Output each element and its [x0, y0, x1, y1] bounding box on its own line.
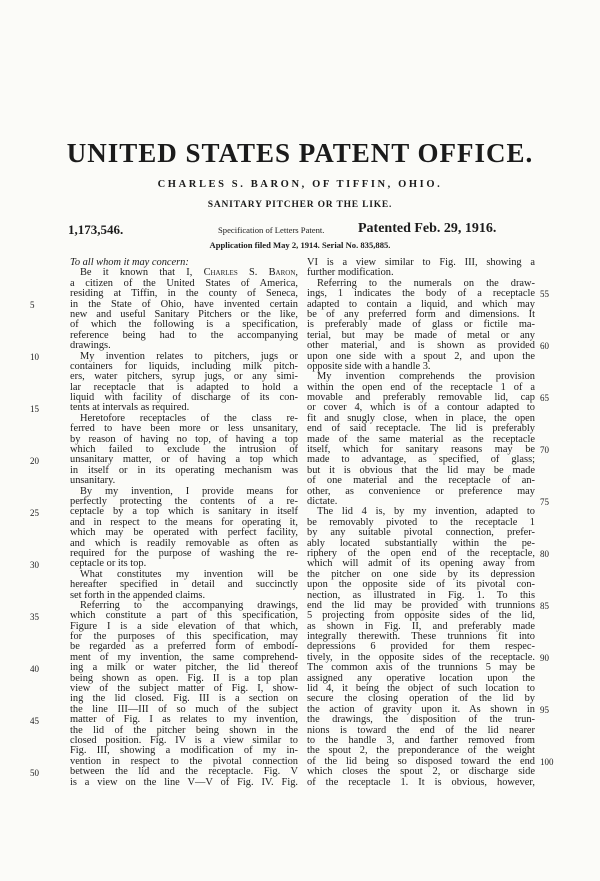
text-line: perfectly protecting the contents of a re- [70, 495, 298, 507]
text-line: by any suitable pivotal connection, prefer- [307, 527, 535, 539]
text-line: riphery of the open end of the receptacle, [307, 547, 535, 559]
text-line: dictate. [307, 495, 338, 507]
text-line: further modification. [307, 267, 394, 279]
text-line: nions is toward the end of the lid nearer [307, 724, 535, 736]
text-line: My invention comprehends the provision [317, 371, 535, 383]
text-line: drawings. [70, 340, 111, 352]
text-line: which failed to exclude the intrusion of [70, 444, 298, 456]
text-line: the lid of the pitcher being shown in the [70, 724, 298, 736]
text-line: Referring to the accompanying drawings, [80, 599, 298, 611]
text-line: liquid with facility of discharge of its con- [70, 392, 298, 404]
text-line: set forth in the appended claims. [70, 589, 206, 601]
line-number: 40 [30, 663, 39, 674]
line-number: 25 [30, 507, 39, 518]
text-line: tively, in the opposite sides of the receptacle. [307, 651, 535, 663]
text-line: Referring to the numerals on the draw- [317, 277, 535, 289]
text-line: Heretofore receptacles of the class re- [80, 412, 298, 424]
text-line: for the purposes of this specification, may [70, 631, 298, 643]
text-line: the line III—III of so much of the subject [70, 703, 298, 715]
text-line: between the lid and the receptacle. Fig. V [70, 766, 298, 778]
text-line: be of any preferred form and dimensions. It [307, 308, 535, 320]
text-line: opposite side with a handle 3. [307, 360, 431, 372]
text-line: ings, 1 indicates the body of a receptacle [307, 288, 535, 300]
text-line: upon the opposite side of its pivotal con- [307, 579, 535, 591]
line-number: 45 [30, 715, 39, 726]
text-line: fit and snugly close, when in place, the open [307, 412, 535, 424]
text-line: a citizen of the United States of America, [70, 277, 298, 289]
text-line: To all whom it may concern: [70, 257, 189, 268]
line-number: 65 [540, 393, 549, 404]
text-line: being shown as open. Fig. II is a top plan [70, 672, 298, 684]
text-line: vention in respect to the pivotal connection [70, 755, 298, 767]
text-line: other material, and is shown as provided [307, 340, 535, 352]
text-line: tents at intervals as required. [70, 402, 190, 414]
text-line: is preferably made of glass or fictile ma- [307, 319, 535, 331]
text-line: view of the subject matter of Fig. I, show- [70, 683, 298, 695]
line-number: 85 [540, 601, 549, 612]
line-number: 95 [540, 705, 549, 716]
text-line: which will admit of its opening away from [307, 558, 535, 570]
text-line: new and useful Sanitary Pitchers or the like, [70, 308, 298, 320]
text-line: movable and preferably removable lid, cap [307, 392, 535, 404]
text-line: by reason of having no top, of having a top [70, 433, 298, 445]
text-line: the action of gravity upon it. As shown in [307, 703, 535, 715]
text-line: residing at Tiffin, in the county of Seneca, [70, 288, 298, 300]
text-line: 5 projecting from opposite sides of the lid, [307, 610, 535, 622]
text-line: other, as convenience or preference may [307, 485, 535, 497]
text-line: which may be operated with perfect facility, [70, 527, 298, 539]
invention-title: SANITARY PITCHER OR THE LIKE. [207, 200, 393, 210]
specification-label: Specification of Letters Patent. [218, 225, 325, 235]
line-number: 35 [30, 611, 39, 622]
text-line: itself, which for sanitary reasons may be [307, 444, 535, 456]
line-number: 20 [30, 455, 39, 466]
text-line: adapted to contain a liquid, and which may [307, 298, 535, 310]
text-line: unsanitary. [70, 475, 116, 487]
text-line: reference being had to the accompanying [70, 329, 298, 341]
text-line: upon one side with a spout 2, and upon the [307, 350, 535, 362]
text-line: be regarded as a preferred form of embodi- [70, 641, 298, 653]
text-line: hereafter specified in detail and succinctly [70, 579, 298, 591]
text-line: the pitcher on one side by its depression [307, 568, 535, 580]
text-line: ably located substantially within the pe- [307, 537, 535, 549]
text-line: to the handle 3, and farther removed from [307, 734, 535, 746]
text-line: within the open end of the receptacle 1 of a [307, 381, 535, 393]
text-line: VI is a view similar to Fig. III, showing a [307, 257, 535, 268]
inventor-line: CHARLES S. BARON, OF TIFFIN, OHIO. [157, 179, 443, 190]
text-line: ing a milk or water pitcher, the lid thereof [70, 662, 298, 674]
text-line: The common axis of the trunnions 5 may be [307, 662, 535, 674]
line-number: 15 [30, 403, 39, 414]
patent-office-title: UNITED STATES PATENT OFFICE. [66, 138, 534, 168]
text-line: end the lid may be provided with trunnions [307, 599, 535, 611]
text-line: be removably pivoted to the receptacle 1 [307, 516, 535, 528]
line-number: 100 [540, 757, 554, 768]
text-line: of the lid being so disposed toward the end [307, 755, 535, 767]
patented-date: Patented Feb. 29, 1916. [358, 221, 497, 236]
text-line: ceptacle by a top which is sanitary in itself [70, 506, 298, 518]
text-line: matter of Fig. I as relates to my invention, [70, 714, 298, 726]
text-line: ferred to have been more or less unsanitary, [70, 423, 298, 435]
text-line: as shown in Fig. II, and preferably made [307, 620, 535, 632]
line-number: 55 [540, 289, 549, 300]
line-number: 70 [540, 445, 549, 456]
text-line: of which the following is a specification, [70, 319, 298, 331]
text-line: By my invention, I provide means for [80, 485, 298, 497]
text-line: assigned any operative location upon the [307, 672, 535, 684]
text-line: which closes the spout 2, or discharge side [307, 766, 535, 778]
right-text-column [307, 258, 535, 788]
text-line: My invention relates to pitchers, jugs or [80, 350, 298, 362]
line-number: 60 [540, 341, 549, 352]
text-line: ers, water pitchers, syrup jugs, or any simi- [70, 371, 298, 383]
text-line: Figure I is a side elevation of that which, [70, 620, 298, 632]
text-line: ment of my invention, the same comprehend- [70, 651, 298, 663]
text-line: containers for liquids, including milk pitch- [70, 360, 298, 372]
line-number: 80 [540, 549, 549, 560]
text-line: end of said receptacle. The lid is preferably [307, 423, 535, 435]
text-line: in itself or in its operating mechanism was [70, 464, 298, 476]
text-line: The lid 4 is, by my invention, adapted to [317, 506, 535, 518]
line-number: 75 [540, 497, 549, 508]
text-line: and which is readily removable as often as [70, 537, 298, 549]
text-line: or cover 4, which is of a contour adapted to [307, 402, 535, 414]
left-text-column [70, 258, 298, 788]
text-line: nection, as illustrated in Fig. 1. To this [307, 589, 535, 601]
line-number: 90 [540, 653, 549, 664]
text-line: made of the same material as the receptacle [307, 433, 535, 445]
text-line: Be it known that I, Charles S. Baron, [80, 267, 298, 279]
text-line: Fig. III, showing a modification of my in- [70, 745, 298, 757]
text-line: secure the closing operation of the lid by [307, 693, 535, 705]
text-line: lid 4, it being the object of such location to [307, 683, 535, 695]
text-line: the spout 2, the preponderance of the weight [307, 745, 535, 757]
text-line: unsanitary matter, or of having a top which [70, 454, 298, 466]
line-number: 50 [30, 767, 39, 778]
text-line: of the receptacle 1. It is obvious, however, [307, 776, 535, 788]
line-number: 5 [30, 299, 35, 310]
text-line: of one material and the receptacle of an- [307, 475, 535, 487]
text-line: required for the purpose of washing the re- [70, 547, 298, 559]
text-line: integrally therewith. These trunnions fit into [307, 631, 535, 643]
text-line: in the State of Ohio, have invented certain [70, 298, 298, 310]
text-line: ceptacle or its top. [70, 558, 147, 570]
text-line: lar receptacle that is adapted to hold a [70, 381, 298, 393]
text-line: which constitute a part of this specification, [70, 610, 298, 622]
text-line: terial, but may be made of metal or any [307, 329, 535, 341]
text-line: made to advantage, as specified, of glass; [307, 454, 535, 466]
text-line: is a view on the line V—V of Fig. IV. Fig. [70, 776, 298, 788]
text-line: What constitutes my invention will be [80, 568, 298, 580]
text-line: but it is obvious that the lid may be made [307, 464, 535, 476]
text-line: depressions 6 provided for them respec- [307, 641, 535, 653]
application-line: Application filed May 2, 1914. Serial No. 835,885. [209, 240, 391, 250]
text-line: and in respect to the means for operating it, [70, 516, 298, 528]
line-number: 10 [30, 351, 39, 362]
line-number: 30 [30, 559, 39, 570]
text-line: ing the lid closed. Fig. III is a section on [70, 693, 298, 705]
text-line: the drawings, the disposition of the trun- [307, 714, 535, 726]
text-line: closed position. Fig. IV is a view similar to [70, 734, 298, 746]
patent-number: 1,173,546. [68, 222, 124, 237]
